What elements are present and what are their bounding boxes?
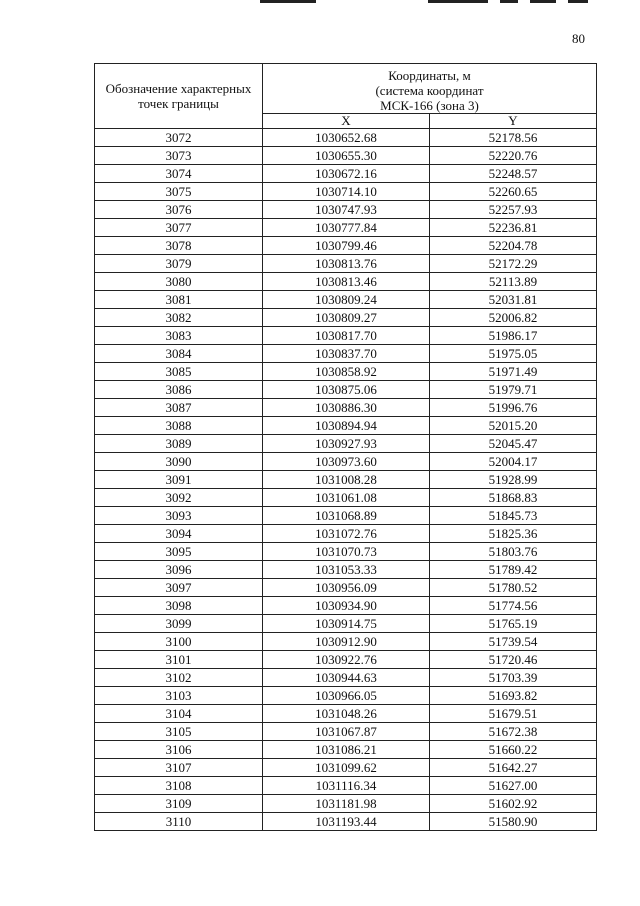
y-coordinate-cell: 52178.56 xyxy=(430,129,597,147)
y-coordinate-cell: 51845.73 xyxy=(430,507,597,525)
x-coordinate-cell: 1030914.75 xyxy=(263,615,430,633)
point-id-cell: 3085 xyxy=(95,363,263,381)
point-id-cell: 3089 xyxy=(95,435,263,453)
x-coordinate-cell: 1030672.16 xyxy=(263,165,430,183)
y-coordinate-cell: 51672.38 xyxy=(430,723,597,741)
y-coordinate-cell: 52006.82 xyxy=(430,309,597,327)
y-coordinate-cell: 51928.99 xyxy=(430,471,597,489)
x-coordinate-cell: 1031070.73 xyxy=(263,543,430,561)
point-id-cell: 3099 xyxy=(95,615,263,633)
x-coordinate-cell: 1031181.98 xyxy=(263,795,430,813)
point-id-cell: 3092 xyxy=(95,489,263,507)
table-row xyxy=(95,579,597,597)
y-coordinate-cell: 51774.56 xyxy=(430,597,597,615)
y-coordinate-cell: 51971.49 xyxy=(430,363,597,381)
y-coordinate-cell: 51602.92 xyxy=(430,795,597,813)
y-coordinate-cell: 52031.81 xyxy=(430,291,597,309)
x-coordinate-cell: 1030934.90 xyxy=(263,597,430,615)
header-x: X xyxy=(263,114,430,129)
table-row xyxy=(95,489,597,507)
point-id-cell: 3106 xyxy=(95,741,263,759)
y-coordinate-cell: 51825.36 xyxy=(430,525,597,543)
table-row xyxy=(95,381,597,399)
x-coordinate-cell: 1030809.27 xyxy=(263,309,430,327)
y-coordinate-cell: 52015.20 xyxy=(430,417,597,435)
y-coordinate-cell: 52004.17 xyxy=(430,453,597,471)
table-row xyxy=(95,723,597,741)
x-coordinate-cell: 1031061.08 xyxy=(263,489,430,507)
table-row xyxy=(95,417,597,435)
x-coordinate-cell: 1030922.76 xyxy=(263,651,430,669)
point-id-cell: 3095 xyxy=(95,543,263,561)
table-row xyxy=(95,453,597,471)
table-row xyxy=(95,633,597,651)
x-coordinate-cell: 1030927.93 xyxy=(263,435,430,453)
point-id-cell: 3082 xyxy=(95,309,263,327)
table-row xyxy=(95,327,597,345)
point-id-cell: 3110 xyxy=(95,813,263,831)
header-y: Y xyxy=(430,114,597,129)
point-id-cell: 3104 xyxy=(95,705,263,723)
y-coordinate-cell: 51660.22 xyxy=(430,741,597,759)
y-coordinate-cell: 52172.29 xyxy=(430,255,597,273)
y-coordinate-cell: 52113.89 xyxy=(430,273,597,291)
y-coordinate-cell: 51780.52 xyxy=(430,579,597,597)
point-id-cell: 3102 xyxy=(95,669,263,687)
table-header-row xyxy=(95,64,597,114)
y-coordinate-cell: 52257.93 xyxy=(430,201,597,219)
table-row xyxy=(95,597,597,615)
table-body xyxy=(95,129,597,831)
point-id-cell: 3074 xyxy=(95,165,263,183)
point-id-cell: 3090 xyxy=(95,453,263,471)
y-coordinate-cell: 51979.71 xyxy=(430,381,597,399)
point-id-cell: 3088 xyxy=(95,417,263,435)
x-coordinate-cell: 1031048.26 xyxy=(263,705,430,723)
point-id-cell: 3083 xyxy=(95,327,263,345)
table-row xyxy=(95,345,597,363)
y-coordinate-cell: 51986.17 xyxy=(430,327,597,345)
coordinates-table xyxy=(94,63,597,831)
x-coordinate-cell: 1030875.06 xyxy=(263,381,430,399)
x-coordinate-cell: 1030837.70 xyxy=(263,345,430,363)
table-row xyxy=(95,651,597,669)
x-coordinate-cell: 1031086.21 xyxy=(263,741,430,759)
table-row xyxy=(95,471,597,489)
x-coordinate-cell: 1030655.30 xyxy=(263,147,430,165)
x-coordinate-cell: 1031099.62 xyxy=(263,759,430,777)
header-coords-line1: Координаты, м xyxy=(388,68,471,83)
point-id-cell: 3073 xyxy=(95,147,263,165)
y-coordinate-cell: 52248.57 xyxy=(430,165,597,183)
point-id-cell: 3103 xyxy=(95,687,263,705)
y-coordinate-cell: 52236.81 xyxy=(430,219,597,237)
point-id-cell: 3080 xyxy=(95,273,263,291)
table-row xyxy=(95,615,597,633)
x-coordinate-cell: 1030817.70 xyxy=(263,327,430,345)
point-id-cell: 3107 xyxy=(95,759,263,777)
point-id-cell: 3087 xyxy=(95,399,263,417)
y-coordinate-cell: 51720.46 xyxy=(430,651,597,669)
point-id-cell: 3093 xyxy=(95,507,263,525)
point-id-cell: 3094 xyxy=(95,525,263,543)
table-row xyxy=(95,741,597,759)
x-coordinate-cell: 1030747.93 xyxy=(263,201,430,219)
table-row xyxy=(95,813,597,831)
y-coordinate-cell: 51996.76 xyxy=(430,399,597,417)
y-coordinate-cell: 51703.39 xyxy=(430,669,597,687)
point-id-cell: 3077 xyxy=(95,219,263,237)
table-row xyxy=(95,273,597,291)
y-coordinate-cell: 51868.83 xyxy=(430,489,597,507)
point-id-cell: 3086 xyxy=(95,381,263,399)
x-coordinate-cell: 1030966.05 xyxy=(263,687,430,705)
x-coordinate-cell: 1030858.92 xyxy=(263,363,430,381)
point-id-cell: 3101 xyxy=(95,651,263,669)
x-coordinate-cell: 1030777.84 xyxy=(263,219,430,237)
point-id-cell: 3100 xyxy=(95,633,263,651)
point-id-cell: 3078 xyxy=(95,237,263,255)
y-coordinate-cell: 51975.05 xyxy=(430,345,597,363)
x-coordinate-cell: 1030809.24 xyxy=(263,291,430,309)
y-coordinate-cell: 51679.51 xyxy=(430,705,597,723)
table-row xyxy=(95,201,597,219)
y-coordinate-cell: 52260.65 xyxy=(430,183,597,201)
table-row xyxy=(95,309,597,327)
point-id-cell: 3072 xyxy=(95,129,263,147)
y-coordinate-cell: 51627.00 xyxy=(430,777,597,795)
x-coordinate-cell: 1030813.46 xyxy=(263,273,430,291)
x-coordinate-cell: 1031053.33 xyxy=(263,561,430,579)
y-coordinate-cell: 51803.76 xyxy=(430,543,597,561)
x-coordinate-cell: 1030912.90 xyxy=(263,633,430,651)
x-coordinate-cell: 1031008.28 xyxy=(263,471,430,489)
x-coordinate-cell: 1030652.68 xyxy=(263,129,430,147)
y-coordinate-cell: 51693.82 xyxy=(430,687,597,705)
table-row xyxy=(95,363,597,381)
x-coordinate-cell: 1030956.09 xyxy=(263,579,430,597)
x-coordinate-cell: 1030799.46 xyxy=(263,237,430,255)
y-coordinate-cell: 51765.19 xyxy=(430,615,597,633)
header-point-designation: Обозначение характерных точек границы xyxy=(95,64,263,129)
table-row xyxy=(95,705,597,723)
table-row xyxy=(95,219,597,237)
point-id-cell: 3097 xyxy=(95,579,263,597)
header-coords-line2: (система координат xyxy=(375,83,484,98)
y-coordinate-cell: 52045.47 xyxy=(430,435,597,453)
y-coordinate-cell: 52204.78 xyxy=(430,237,597,255)
header-coords-line3: МСК-166 (зона 3) xyxy=(380,98,479,113)
table-row xyxy=(95,399,597,417)
y-coordinate-cell: 51580.90 xyxy=(430,813,597,831)
x-coordinate-cell: 1030944.63 xyxy=(263,669,430,687)
x-coordinate-cell: 1031067.87 xyxy=(263,723,430,741)
x-coordinate-cell: 1030894.94 xyxy=(263,417,430,435)
x-coordinate-cell: 1031068.89 xyxy=(263,507,430,525)
table-row xyxy=(95,687,597,705)
table-row xyxy=(95,129,597,147)
table-row xyxy=(95,435,597,453)
table-row xyxy=(95,165,597,183)
x-coordinate-cell: 1031193.44 xyxy=(263,813,430,831)
point-id-cell: 3091 xyxy=(95,471,263,489)
x-coordinate-cell: 1030813.76 xyxy=(263,255,430,273)
table-row xyxy=(95,237,597,255)
table-row xyxy=(95,543,597,561)
x-coordinate-cell: 1030886.30 xyxy=(263,399,430,417)
page-number: 80 xyxy=(572,31,585,46)
x-coordinate-cell: 1030714.10 xyxy=(263,183,430,201)
x-coordinate-cell: 1031116.34 xyxy=(263,777,430,795)
table-row xyxy=(95,507,597,525)
table-row xyxy=(95,525,597,543)
table-row xyxy=(95,291,597,309)
point-id-cell: 3084 xyxy=(95,345,263,363)
table-row xyxy=(95,795,597,813)
header-coordinates xyxy=(263,64,597,114)
table-row xyxy=(95,669,597,687)
point-id-cell: 3108 xyxy=(95,777,263,795)
point-id-cell: 3075 xyxy=(95,183,263,201)
table-row xyxy=(95,759,597,777)
y-coordinate-cell: 51642.27 xyxy=(430,759,597,777)
x-coordinate-cell: 1030973.60 xyxy=(263,453,430,471)
y-coordinate-cell: 51739.54 xyxy=(430,633,597,651)
point-id-cell: 3079 xyxy=(95,255,263,273)
y-coordinate-cell: 51789.42 xyxy=(430,561,597,579)
point-id-cell: 3098 xyxy=(95,597,263,615)
table-row xyxy=(95,147,597,165)
table-row xyxy=(95,561,597,579)
y-coordinate-cell: 52220.76 xyxy=(430,147,597,165)
point-id-cell: 3081 xyxy=(95,291,263,309)
point-id-cell: 3096 xyxy=(95,561,263,579)
point-id-cell: 3076 xyxy=(95,201,263,219)
point-id-cell: 3109 xyxy=(95,795,263,813)
top-edge-marks xyxy=(260,0,590,4)
x-coordinate-cell: 1031072.76 xyxy=(263,525,430,543)
point-id-cell: 3105 xyxy=(95,723,263,741)
table-row xyxy=(95,777,597,795)
table-row xyxy=(95,255,597,273)
table-row xyxy=(95,183,597,201)
